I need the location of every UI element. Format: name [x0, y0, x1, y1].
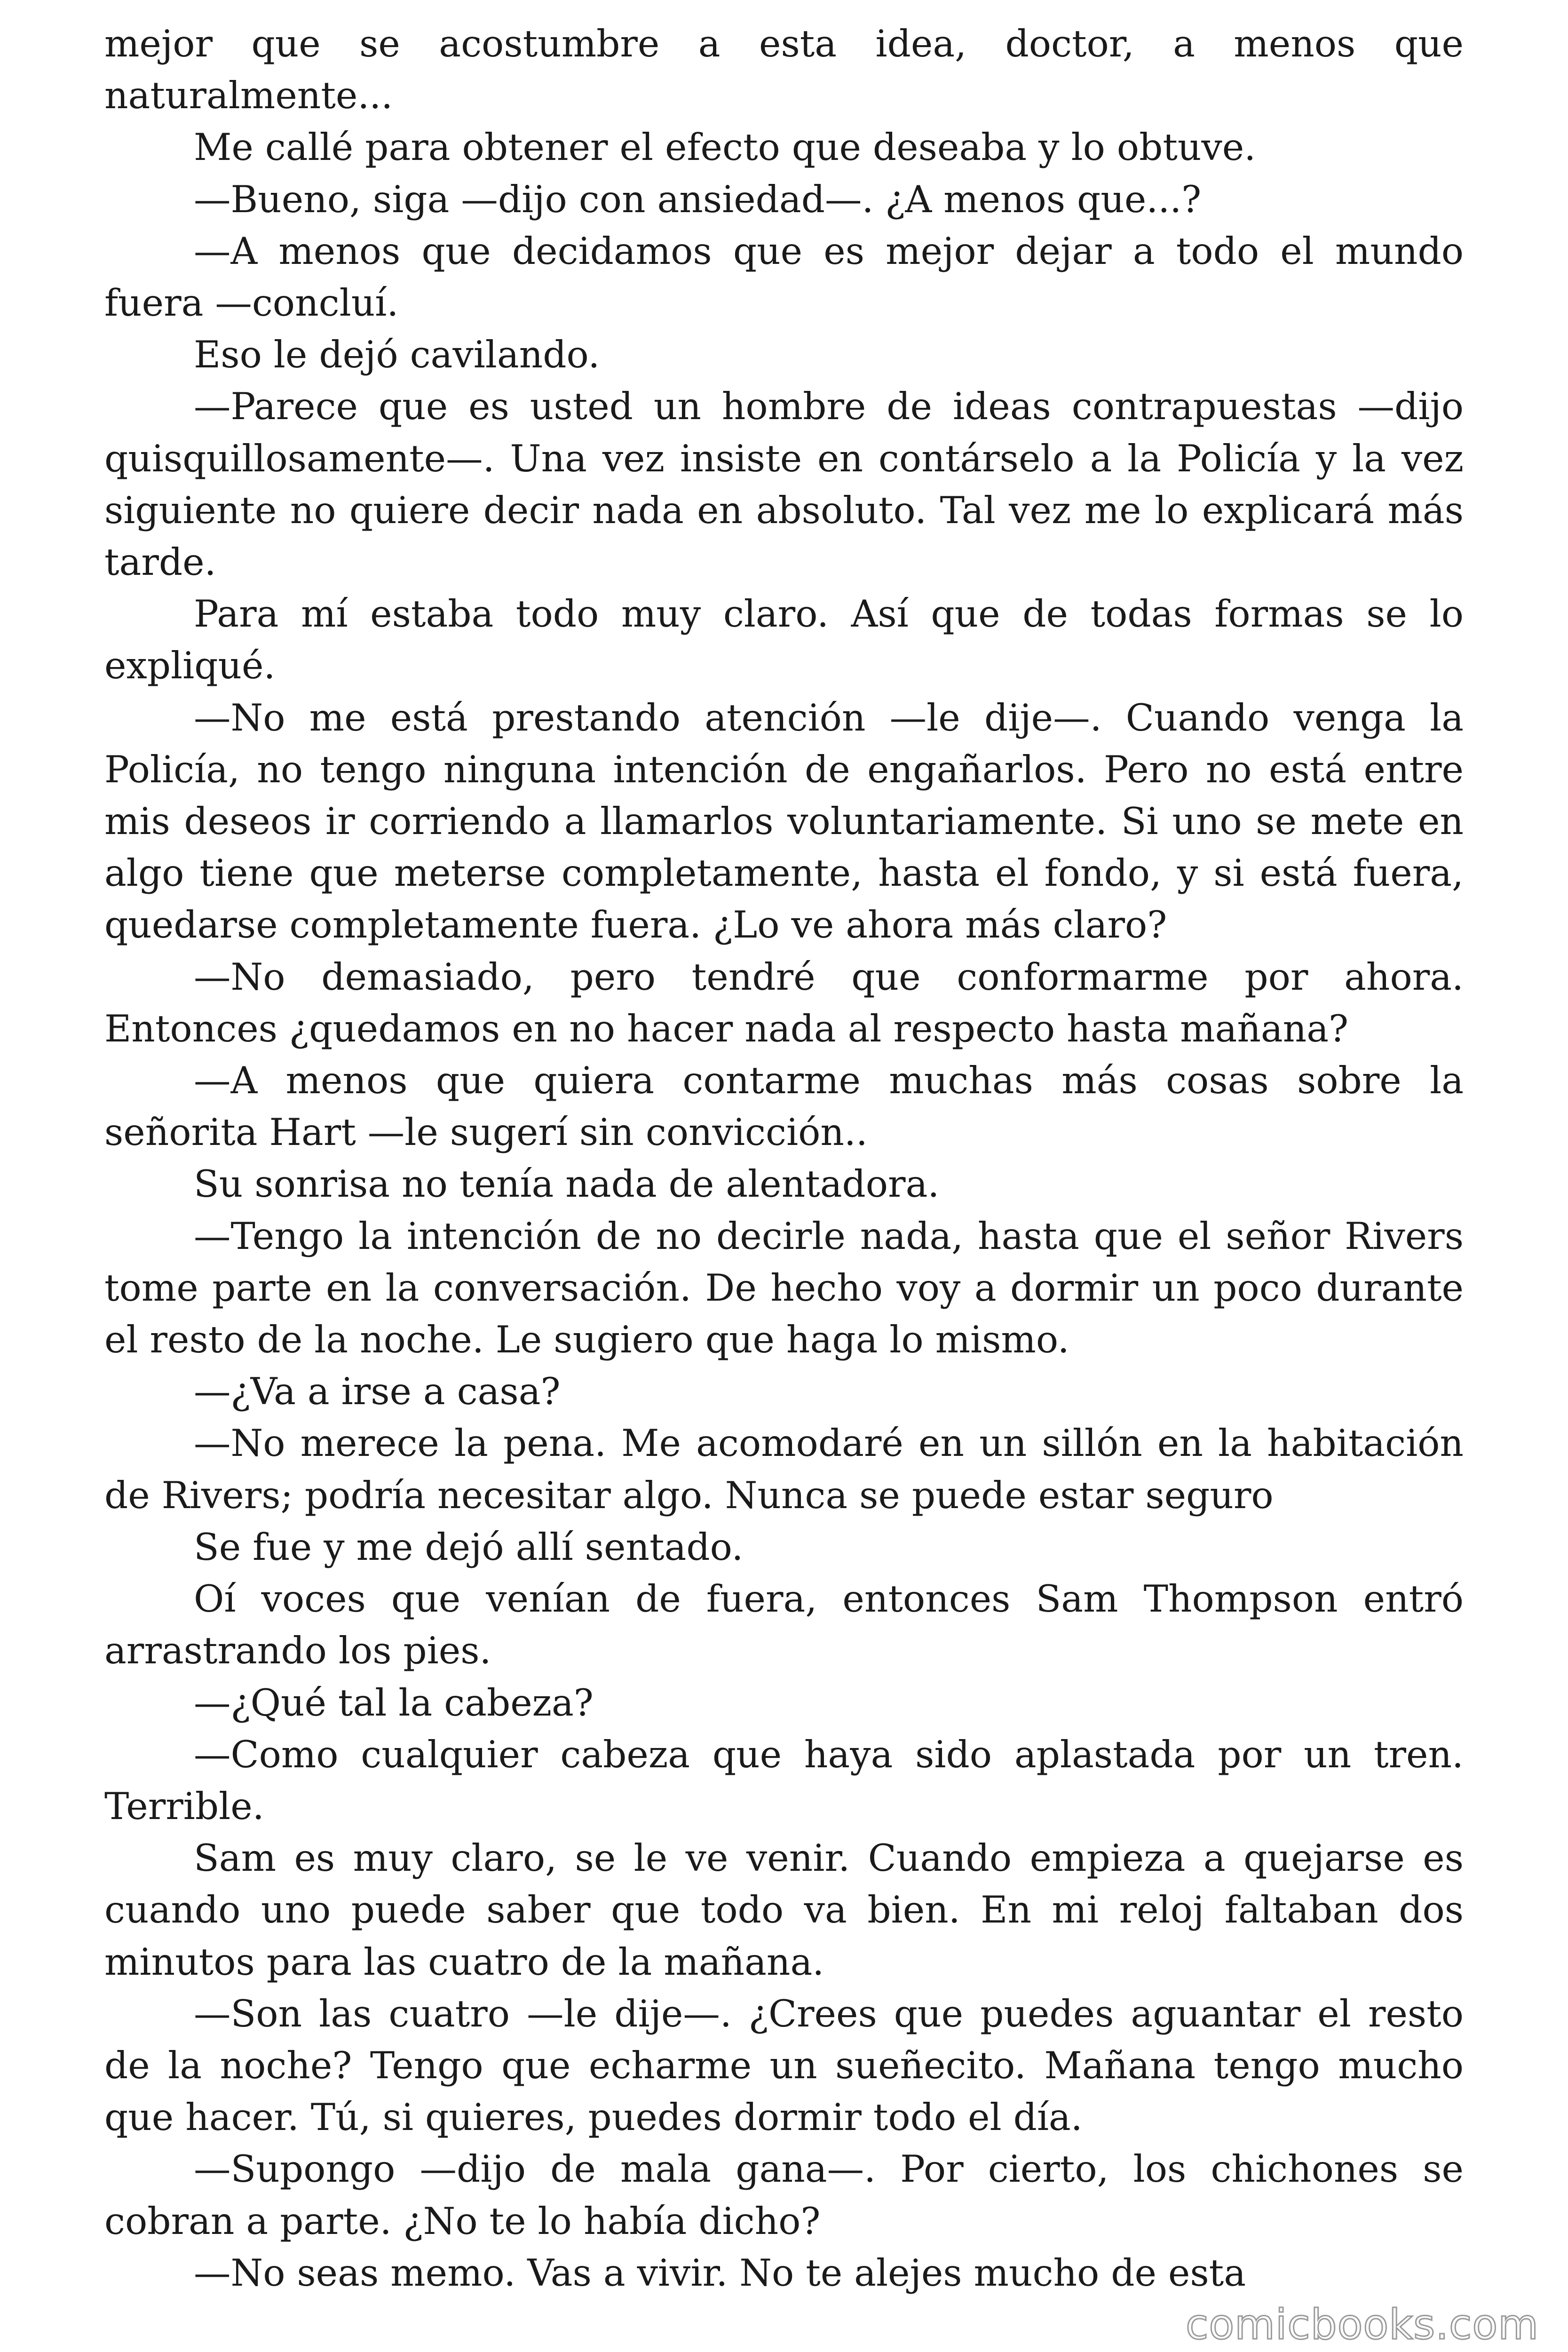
paragraph-6: —Parece que es usted un hombre de ideas contrapuestas —dijo quisquillosamente—. Una vez insiste en contárselo a la Policía y la vez siguiente no quiere decir nada en absoluto. Tal vez me lo explicará más tarde.	[104, 385, 1464, 584]
paragraph-13: —¿Va a irse a casa?	[194, 1370, 561, 1414]
paragraph-14: —No merece la pena. Me acomodaré en un sillón en la habitación de Rivers; podría necesitar algo. Nunca se puede estar seguro	[104, 1422, 1464, 1517]
paragraph-15: Se fue y me dejó allí sentado.	[194, 1525, 744, 1569]
paragraph-12: —Tengo la intención de no decirle nada, hasta que el señor Rivers tome parte en la conversación. De hecho voy a dormir un poco durante el resto de la noche. Le sugiero que haga lo mismo.	[104, 1214, 1464, 1362]
paragraph-9: —No demasiado, pero tendré que conformarme por ahora. Entonces ¿quedamos en no hacer nada al respecto hasta mañana?	[104, 955, 1464, 1050]
paragraph-5: Eso le dejó cavilando.	[194, 333, 600, 377]
book-page-text	[104, 18, 1464, 2299]
paragraph-11: Su sonrisa no tenía nada de alentadora.	[194, 1162, 940, 1206]
paragraph-21: —Supongo —dijo de mala gana—. Por cierto, los chichones se cobran a parte. ¿No te lo había dicho?	[104, 2147, 1464, 2243]
paragraph-17: —¿Qué tal la cabeza?	[194, 1681, 594, 1724]
paragraph-4: —A menos que decidamos que es mejor dejar a todo el mundo fuera —concluí.	[104, 229, 1464, 325]
paragraph-3: —Bueno, siga —dijo con ansiedad—. ¿A menos que...?	[194, 177, 1202, 221]
paragraph-16: Oí voces que venían de fuera, entonces Sam Thompson entró arrastrando los pies.	[104, 1577, 1464, 1673]
paragraph-10: —A menos que quiera contarme muchas más cosas sobre la señorita Hart —le sugerí sin convicción..	[104, 1059, 1464, 1154]
paragraph-1: mejor que se acostumbre a esta idea, doctor, a menos que naturalmente...	[104, 22, 1464, 118]
paragraph-20: —Son las cuatro —le dije—. ¿Crees que puedes aguantar el resto de la noche? Tengo que echarme un sueñecito. Mañana tengo mucho que hacer. Tú, si quieres, puedes dormir todo el día.	[104, 1992, 1464, 2139]
paragraph-19: Sam es muy claro, se le ve venir. Cuando empieza a quejarse es cuando uno puede saber que todo va bien. En mi reloj faltaban dos minutos para las cuatro de la mañana.	[104, 1836, 1464, 1984]
paragraph-18: —Como cualquier cabeza que haya sido aplastada por un tren. Terrible.	[104, 1732, 1464, 1828]
paragraph-22: —No seas memo. Vas a vivir. No te alejes mucho de esta	[194, 2251, 1246, 2295]
paragraph-7: Para mí estaba todo muy claro. Así que de todas formas se lo expliqué.	[104, 592, 1464, 688]
paragraph-8: —No me está prestando atención —le dije—. Cuando venga la Policía, no tengo ninguna intención de engañarlos. Pero no está entre mis deseos ir corriendo a llamarlos voluntariamente. Si uno se mete en algo tiene que meterse completamente, hasta el fondo, y si está fuera, quedarse completamente fuera. ¿Lo ve ahora más claro?	[104, 696, 1464, 947]
watermark-logo: comicbooks.com	[1185, 2300, 1539, 2349]
paragraph-2: Me callé para obtener el efecto que deseaba y lo obtuve.	[194, 126, 1256, 169]
